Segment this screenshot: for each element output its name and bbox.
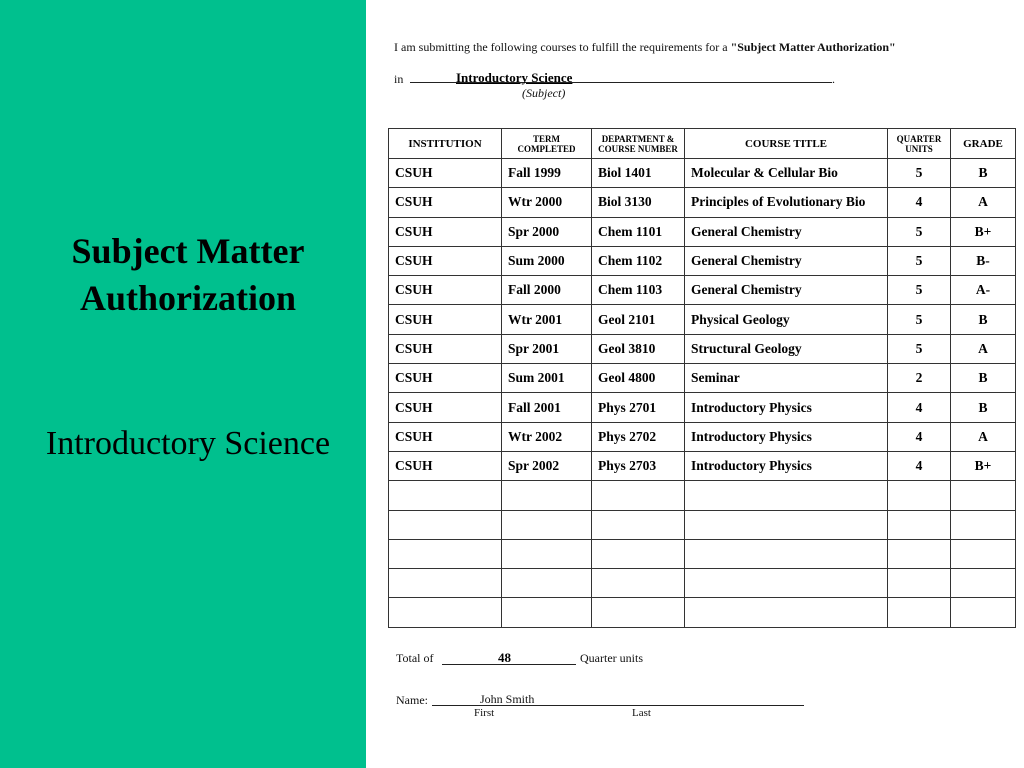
cell-grade: B — [951, 159, 1016, 188]
cell-course: Phys 2701 — [592, 393, 685, 422]
cell-title: Introductory Physics — [685, 451, 888, 480]
cell-term: Spr 2001 — [502, 334, 592, 363]
in-label: in — [394, 72, 404, 86]
header-dept: DEPARTMENT & COURSE NUMBER — [592, 129, 685, 159]
table-row — [389, 422, 1016, 451]
table-row — [389, 393, 1016, 422]
cell-grade: A — [951, 334, 1016, 363]
empty-cell — [888, 481, 951, 510]
header-term: TERM COMPLETED — [502, 129, 592, 159]
cell-units: 4 — [888, 188, 951, 217]
table-row — [389, 246, 1016, 275]
cell-institution: CSUH — [389, 246, 502, 275]
cell-term: Fall 2001 — [502, 393, 592, 422]
slide-title — [0, 228, 376, 322]
cell-units: 5 — [888, 305, 951, 334]
cell-term: Fall 2000 — [502, 276, 592, 305]
cell-course: Phys 2702 — [592, 422, 685, 451]
cell-institution: CSUH — [389, 305, 502, 334]
cell-term: Sum 2001 — [502, 364, 592, 393]
empty-cell — [502, 510, 592, 539]
cell-grade: B+ — [951, 217, 1016, 246]
empty-cell — [592, 481, 685, 510]
course-rows — [389, 159, 1016, 628]
empty-row — [389, 539, 1016, 568]
empty-cell — [502, 598, 592, 627]
scanned-form — [366, 0, 1024, 768]
empty-cell — [951, 539, 1016, 568]
table-row — [389, 451, 1016, 480]
cell-term: Wtr 2001 — [502, 305, 592, 334]
empty-cell — [389, 569, 502, 598]
empty-cell — [888, 539, 951, 568]
cell-institution: CSUH — [389, 334, 502, 363]
cell-course: Chem 1103 — [592, 276, 685, 305]
table-row — [389, 217, 1016, 246]
cell-course: Geol 3810 — [592, 334, 685, 363]
empty-cell — [951, 510, 1016, 539]
cell-term: Spr 2002 — [502, 451, 592, 480]
empty-row — [389, 481, 1016, 510]
cell-institution: CSUH — [389, 188, 502, 217]
cell-institution: CSUH — [389, 364, 502, 393]
form-intro-text: I am submitting the following courses to fulfill the requirements for a — [394, 40, 731, 54]
cell-units: 5 — [888, 246, 951, 275]
cell-institution: CSUH — [389, 422, 502, 451]
table-header-row — [389, 129, 1016, 159]
cell-title: General Chemistry — [685, 276, 888, 305]
empty-cell — [951, 481, 1016, 510]
table-row — [389, 334, 1016, 363]
subject-caption: (Subject) — [522, 86, 566, 100]
cell-title: Molecular & Cellular Bio — [685, 159, 888, 188]
cell-grade: B — [951, 393, 1016, 422]
empty-cell — [685, 481, 888, 510]
empty-cell — [592, 598, 685, 627]
table-row — [389, 305, 1016, 334]
table-row — [389, 276, 1016, 305]
cell-course: Chem 1102 — [592, 246, 685, 275]
cell-units: 2 — [888, 364, 951, 393]
slide-title-line-2: Authorization — [80, 278, 296, 318]
cell-term: Sum 2000 — [502, 246, 592, 275]
cell-grade: B+ — [951, 451, 1016, 480]
cell-course: Biol 1401 — [592, 159, 685, 188]
cell-course: Geol 4800 — [592, 364, 685, 393]
header-units: QUARTER UNITS — [888, 129, 951, 159]
subject-period: . — [832, 72, 835, 86]
cell-grade: A- — [951, 276, 1016, 305]
title-panel — [0, 0, 366, 768]
total-unit: Quarter units — [580, 651, 643, 665]
cell-course: Geol 2101 — [592, 305, 685, 334]
cell-units: 5 — [888, 159, 951, 188]
empty-cell — [592, 510, 685, 539]
first-label: First — [474, 707, 495, 719]
header-grade: GRADE — [951, 129, 1016, 159]
empty-cell — [685, 569, 888, 598]
empty-cell — [389, 598, 502, 627]
cell-units: 4 — [888, 393, 951, 422]
empty-cell — [951, 598, 1016, 627]
cell-course: Biol 3130 — [592, 188, 685, 217]
course-table — [388, 128, 1016, 628]
empty-cell — [888, 510, 951, 539]
cell-term: Fall 1999 — [502, 159, 592, 188]
cell-title: Seminar — [685, 364, 888, 393]
name-label: Name: — [396, 693, 428, 707]
cell-institution: CSUH — [389, 276, 502, 305]
header-institution: INSTITUTION — [389, 129, 502, 159]
cell-institution: CSUH — [389, 451, 502, 480]
form-intro — [394, 40, 896, 55]
name-value: John Smith — [480, 692, 535, 706]
cell-term: Spr 2000 — [502, 217, 592, 246]
cell-grade: A — [951, 422, 1016, 451]
cell-title: Introductory Physics — [685, 393, 888, 422]
cell-units: 5 — [888, 276, 951, 305]
cell-institution: CSUH — [389, 217, 502, 246]
table-row — [389, 364, 1016, 393]
cell-title: Principles of Evolutionary Bio — [685, 188, 888, 217]
cell-title: General Chemistry — [685, 217, 888, 246]
empty-cell — [951, 569, 1016, 598]
empty-cell — [502, 539, 592, 568]
empty-cell — [888, 569, 951, 598]
cell-units: 5 — [888, 217, 951, 246]
empty-cell — [888, 598, 951, 627]
empty-cell — [389, 510, 502, 539]
empty-cell — [592, 539, 685, 568]
cell-title: Introductory Physics — [685, 422, 888, 451]
empty-row — [389, 569, 1016, 598]
empty-cell — [389, 539, 502, 568]
empty-cell — [685, 598, 888, 627]
empty-row — [389, 598, 1016, 627]
slide-subtitle: Introductory Science — [45, 425, 331, 462]
cell-units: 4 — [888, 422, 951, 451]
cell-term: Wtr 2000 — [502, 188, 592, 217]
cell-title: Structural Geology — [685, 334, 888, 363]
empty-cell — [592, 569, 685, 598]
last-label: Last — [632, 707, 651, 719]
empty-cell — [502, 569, 592, 598]
subject-value: Introductory Science — [456, 70, 573, 85]
empty-cell — [685, 539, 888, 568]
slide-title-line-1: Subject Matter — [71, 231, 305, 271]
cell-term: Wtr 2002 — [502, 422, 592, 451]
cell-grade: B — [951, 364, 1016, 393]
cell-institution: CSUH — [389, 159, 502, 188]
cell-title: Physical Geology — [685, 305, 888, 334]
cell-grade: A — [951, 188, 1016, 217]
cell-course: Chem 1101 — [592, 217, 685, 246]
form-intro-bold: "Subject Matter Authorization" — [730, 40, 896, 54]
header-course-title: COURSE TITLE — [685, 129, 888, 159]
cell-institution: CSUH — [389, 393, 502, 422]
cell-title: General Chemistry — [685, 246, 888, 275]
table-row — [389, 188, 1016, 217]
cell-course: Phys 2703 — [592, 451, 685, 480]
empty-row — [389, 510, 1016, 539]
total-value: 48 — [498, 650, 511, 665]
cell-grade: B — [951, 305, 1016, 334]
cell-grade: B- — [951, 246, 1016, 275]
cell-units: 4 — [888, 451, 951, 480]
empty-cell — [389, 481, 502, 510]
table-row — [389, 159, 1016, 188]
empty-cell — [685, 510, 888, 539]
empty-cell — [502, 481, 592, 510]
cell-units: 5 — [888, 334, 951, 363]
total-label: Total of — [396, 651, 434, 665]
